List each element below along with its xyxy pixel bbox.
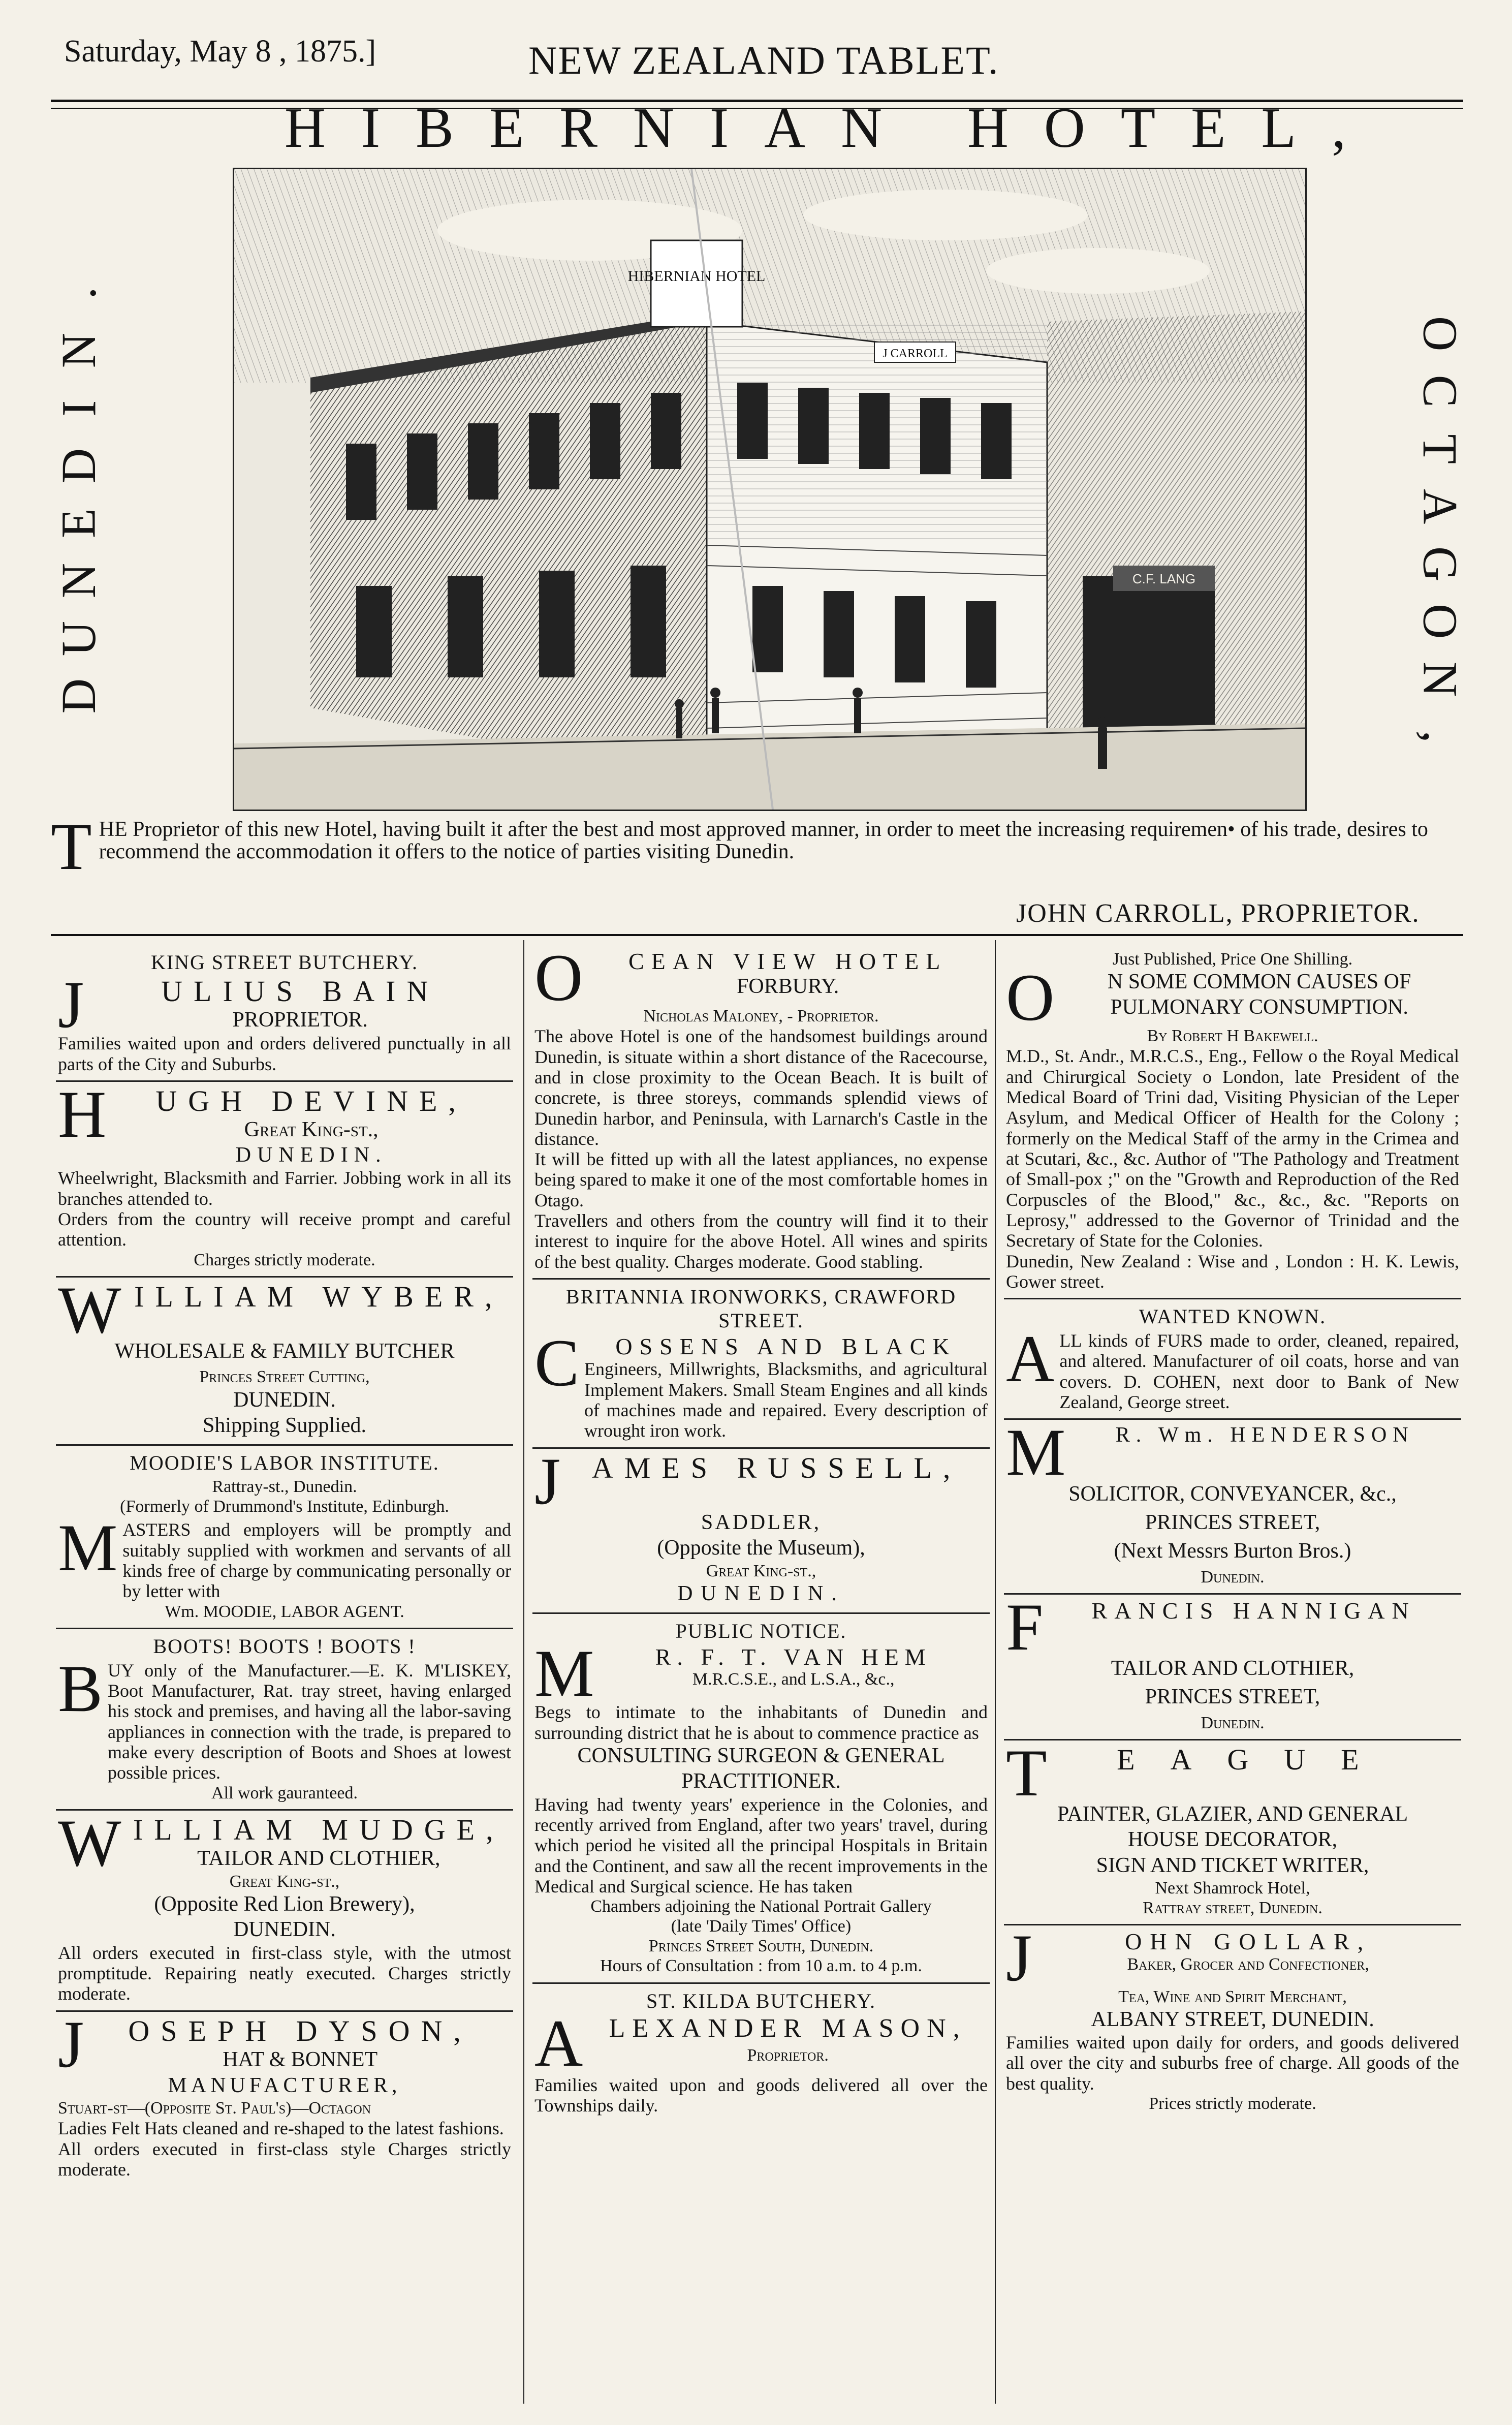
advertiser-name: RANCIS HANNIGAN: [1091, 1597, 1416, 1624]
advertiser-address: Princes Street South, Dunedin.: [648, 1937, 874, 1956]
drop-cap: M: [58, 1510, 118, 1585]
ad-body-block: [58, 1510, 511, 1602]
ad-body: UY only of the Manufacturer.—E. K. M'LISKEY, Boot Manufacturer, Rat. tray street, having enlarged his stock and premises, and having all the labor-saving appliances in connection with the trade, is prepared to make every description of Boots and Shoes at lowest possible prices.: [108, 1660, 511, 1783]
ad-body-3: Travellers and others from the country will find it to their interest to inquire for the above Hotel. All wines and spirits of the best quality. Charges moderate. Good stabling.: [534, 1210, 988, 1272]
ad-body-block: [58, 1651, 511, 1783]
hotel-description-text: HE Proprietor of this new Hotel, having built it after the best and most approved manner, in order to meet the increasing requiremen• of his trade, desires to recommend the accommodation it offers to the notice of parties visiting Dunedin.: [99, 818, 1428, 864]
ad-ocean-view: [532, 940, 990, 1280]
advertiser-address: Great King-st.,: [229, 1872, 340, 1891]
advertiser-name: ILLIAM MUDGE,: [133, 1813, 505, 1846]
ad-name-block: [1006, 1735, 1459, 1810]
side-label-letter: D: [51, 448, 106, 484]
ad-footer: Prices strictly moderate.: [1149, 2094, 1316, 2113]
advertiser-name: AMES RUSSELL,: [591, 1451, 962, 1484]
engraving-sign-side: J CARROLL: [883, 347, 948, 360]
book-author: By Robert H Bakewell.: [1147, 1027, 1318, 1046]
advertiser-address: Rattray street, Dunedin.: [1143, 1899, 1322, 1918]
advertiser-city: DUNEDIN.: [235, 1143, 387, 1167]
advertiser-trade: PAINTER, GLAZIER, AND GENERAL: [1057, 1802, 1408, 1826]
advertiser-trade-2: HOUSE DECORATOR,: [1127, 1828, 1338, 1852]
advertiser-name: OSEPH DYSON,: [128, 2014, 472, 2047]
advertiser-city: Dunedin.: [1201, 1567, 1265, 1587]
advertiser-name: EAGUE: [1117, 1743, 1395, 1776]
advertiser-trade: Baker, Grocer and Confectioner,: [1127, 1954, 1369, 1974]
book-sellers: Dunedin, New Zealand : Wise and , London : H. K. Lewis, Gower street.: [1006, 1251, 1459, 1292]
ad-body-block: [1006, 1321, 1459, 1413]
advertiser-title: PROPRIETOR.: [232, 1008, 368, 1032]
ad-body-2: Orders from the country will receive prompt and careful attention.: [58, 1209, 511, 1250]
ad-body: Wheelwright, Blacksmith and Farrier. Jobbing work in all its branches attended to.: [58, 1168, 511, 1209]
ad-name-block: [58, 1272, 511, 1347]
advertiser-city: DUNEDIN.: [233, 1388, 336, 1412]
ad-body: All orders executed in first-class style, with the utmost promptitude. Repairing neatly executed. Charges strictly moderate.: [58, 1942, 511, 2004]
advertiser-title: CONSULTING SURGEON & GENERAL PRACTITIONER.: [577, 1744, 945, 1793]
hotel-illustration: [234, 169, 1305, 810]
ad-name-block: [534, 1325, 988, 1441]
advertiser-opposite: (Opposite the Museum),: [657, 1536, 865, 1560]
ad-name-block: [58, 967, 511, 1042]
advertiser-name: CEAN VIEW HOTEL: [628, 948, 948, 974]
drop-cap: B: [58, 1651, 103, 1726]
hotel-description: [51, 809, 1463, 884]
advertiser-address: PRINCES STREET,: [1145, 1510, 1320, 1534]
side-label-letter: T: [1413, 433, 1468, 464]
advertiser-city: Dunedin.: [1201, 1713, 1265, 1732]
ad-heading: ST. KILDA BUTCHERY.: [646, 1989, 876, 2012]
side-label-letter: C: [1413, 375, 1468, 408]
ad-name-block: [58, 1076, 511, 1168]
ad-heading: Just Published, Price One Shilling.: [1112, 950, 1353, 969]
ad-body: Engineers, Millwrights, Blacksmiths, and agricultural Implement Makers. Small Steam Engines and all kinds of machines made and repaired. Every description of wrought iron work.: [584, 1359, 988, 1441]
advertiser-address: Great King-st.,: [706, 1561, 816, 1580]
drop-cap: J: [534, 1443, 561, 1518]
advertiser-name: R. Wm. HENDERSON: [1115, 1423, 1414, 1447]
ad-devine: [56, 1076, 513, 1278]
drop-cap: W: [58, 1272, 121, 1347]
advertiser-trade: WHOLESALE & FAMILY BUTCHER: [114, 1340, 455, 1363]
advertiser-former-name: (Formerly of Drummond's Institute, Edinburgh.: [120, 1497, 449, 1516]
side-label-letter: U: [51, 620, 106, 656]
ad-body: The above Hotel is one of the handsomest buildings around Dunedin, is situate within a short distance of the Racecourse, and in close proximity to the Ocean Beach. It is built of concrete, is three storeys, commands splendid views of Dunedin harbor, and Peninsula, with Larnarch's Castle in the distance.: [534, 1026, 988, 1149]
ad-footer: Charges strictly moderate.: [194, 1250, 375, 1269]
column-rule: [995, 940, 996, 2404]
advertiser-opposite: (Opposite Red Lion Brewery),: [154, 1892, 415, 1916]
advertiser-name: ILLIAM WYBER,: [134, 1280, 503, 1313]
side-label-right: [1413, 305, 1468, 765]
advertiser-next: Next Shamrock Hotel,: [1155, 1879, 1310, 1898]
advertiser-name: ULIUS BAIN: [161, 975, 439, 1008]
ad-body: Ladies Felt Hats cleaned and re-shaped to the latest fashions.: [58, 2118, 504, 2139]
side-label-letter: E: [51, 508, 106, 539]
advertiser-trade: SOLICITOR, CONVEYANCER, &c.,: [1068, 1482, 1397, 1506]
ad-name-block: [534, 1443, 988, 1518]
ad-body: Begs to intimate to the inhabitants of Dunedin and surrounding district that he is about to commence practice as: [534, 1702, 988, 1743]
hotel-engraving: [233, 168, 1307, 811]
ad-dyson: [56, 2006, 513, 2186]
advertiser-name: UGH DEVINE,: [155, 1084, 467, 1117]
side-label-letter: D: [51, 678, 106, 714]
ad-name-block: [1006, 960, 1459, 1035]
ad-body: Families waited upon daily for orders, and goods delivered all over the city and suburbs free of charge. All goods of the best quality.: [1006, 2032, 1459, 2094]
drop-cap: J: [58, 967, 84, 1042]
ad-name-block: [1006, 1415, 1459, 1490]
ad-body-2: Having had twenty years' experience in the Colonies, and recently arrived from England, after two years' travel, during which period he visited all the principal Hospitals in Britain and the Continent, and saw all the recent improvements in the Medical and Surgical science. He has taken: [534, 1794, 988, 1897]
ad-name-block: [58, 1805, 511, 1880]
drop-cap: A: [1006, 1321, 1055, 1396]
engraving-shop-sign: C.F. LANG: [1132, 571, 1196, 586]
ad-cossens: [532, 1280, 990, 1449]
advertiser-hours: Hours of Consultation : from 10 a.m. to 4 p.m.: [600, 1956, 922, 1976]
ad-mudge: [56, 1805, 513, 2012]
drop-cap: C: [534, 1325, 580, 1401]
drop-cap: J: [1006, 1920, 1032, 1996]
advertiser-trade-2: MANUFACTURER,: [168, 2073, 401, 2097]
side-label-letter: O: [1413, 316, 1468, 352]
side-label-letter: A: [1413, 488, 1468, 524]
drop-cap: F: [1006, 1589, 1044, 1664]
ad-heading: BOOTS! BOOTS ! BOOTS !: [153, 1634, 416, 1658]
advertiser-trade: SADDLER,: [701, 1510, 822, 1534]
advertiser-rooms: Chambers adjoining the National Portrait Gallery: [590, 1897, 932, 1916]
book-title: N SOME COMMON CAUSES OF PULMONARY CONSUMPTION.: [1107, 970, 1411, 1019]
advertiser-qualifications: M.R.C.S.E., and L.S.A., &c.,: [692, 1670, 895, 1689]
ad-henderson: [1004, 1415, 1461, 1594]
advertiser-address: Stuart-st—(Opposite St. Paul's)—Octagon: [58, 2099, 371, 2118]
ad-wyber: [56, 1272, 513, 1446]
ad-body-2: It will be fitted up with all the latest appliances, no expense being spared to make it one of the most comfortable homes in Otago.: [534, 1149, 988, 1210]
ad-heading: MOODIE'S LABOR INSTITUTE.: [130, 1451, 439, 1475]
side-label-letter: O: [1413, 604, 1468, 639]
drop-cap: O: [534, 940, 583, 1015]
column-rule: [523, 940, 524, 2404]
ad-name-block: [1006, 1589, 1459, 1664]
drop-cap: H: [58, 1076, 107, 1152]
ad-russell: [532, 1443, 990, 1614]
advertiser-proprietor: Nicholas Maloney, - Proprietor.: [643, 1007, 879, 1026]
ad-bakewell: [1004, 945, 1461, 1299]
advertiser-trade: HAT & BONNET: [223, 2047, 378, 2071]
column-middle: [532, 940, 990, 2122]
ad-hannigan: [1004, 1589, 1461, 1740]
advertiser-title: Proprietor.: [747, 2046, 829, 2065]
ad-body: ASTERS and employers will be promptly and suitably supplied with workmen and servants of all kinds free of charge by communicating personally or by letter with: [122, 1519, 511, 1602]
advertiser-address: Rattray-st., Dunedin.: [212, 1477, 357, 1497]
ad-footer: Shipping Supplied.: [202, 1413, 367, 1437]
hotel-name-heading: HIBERNIAN HOTEL,: [285, 97, 1381, 160]
advertiser-name: OSSENS AND BLACK: [615, 1333, 957, 1360]
advertiser-city: DUNEDIN.: [677, 1581, 845, 1605]
ad-body: LL kinds of FURS made to order, cleaned, repaired, and altered. Manufacturer of oil coats, horse and van covers. D. COHEN, next door to Bank of New Zealand, George street.: [1059, 1330, 1459, 1413]
ad-body-2: All orders executed in first-class style Charges strictly moderate.: [58, 2138, 511, 2180]
advertiser-trade-2: Tea, Wine and Spirit Merchant,: [1118, 1987, 1347, 2006]
advertiser-name: OHN GOLLAR,: [1125, 1929, 1372, 1955]
drop-cap: T: [1006, 1735, 1047, 1810]
advertiser-place: FORBURY.: [737, 975, 839, 999]
advertiser-trade: TAILOR AND CLOTHIER,: [1111, 1657, 1354, 1681]
column-right: [1004, 945, 1461, 2120]
side-label-letter: N: [1413, 661, 1468, 697]
ad-body: Families waited upon and goods delivered all over the Townships daily.: [534, 2074, 988, 2116]
ad-name-block: [534, 2005, 988, 2080]
drop-cap: O: [1006, 960, 1055, 1035]
side-label-letter: .: [51, 287, 106, 299]
ad-heading: WANTED KNOWN.: [1139, 1305, 1327, 1328]
drop-cap: M: [1006, 1415, 1066, 1490]
ad-heading: KING STREET BUTCHERY.: [150, 951, 419, 974]
advertiser-late: (late 'Daily Times' Office): [671, 1917, 852, 1936]
issue-date: Saturday, May 8 , 1875.]: [64, 34, 376, 69]
advertiser-name: R. F. T. VAN HEM: [655, 1644, 932, 1670]
side-label-letter: G: [1413, 546, 1468, 582]
side-label-letter: N: [51, 563, 106, 599]
ad-cohen: [1004, 1299, 1461, 1420]
ad-footer: All work gauranteed.: [211, 1783, 358, 1802]
ad-gollar: [1004, 1920, 1461, 2120]
drop-cap: A: [534, 2005, 583, 2080]
ad-mason: [532, 1984, 990, 2122]
ad-name-block: [1006, 1920, 1459, 1996]
ad-heading: BRITANNIA IRONWORKS, CRAWFORD STREET.: [565, 1285, 957, 1332]
ad-van-hem: [532, 1614, 990, 1984]
ad-name-block: [534, 1636, 988, 1711]
newspaper-title: NEW ZEALAND TABLET.: [528, 38, 999, 82]
advertiser-next: (Next Messrs Burton Bros.): [1114, 1539, 1351, 1563]
advertiser-name: LEXANDER MASON,: [609, 2013, 967, 2043]
ad-heading: PUBLIC NOTICE.: [675, 1620, 847, 1643]
proprietor-signature: JOHN CARROLL, PROPRIETOR.: [1016, 899, 1420, 928]
section-rule: [51, 934, 1463, 936]
ad-name-block: [58, 2006, 511, 2081]
ad-name-block: [534, 940, 988, 1015]
ad-body: M.D., St. Andr., M.R.C.S., Eng., Fellow o the Royal Medical and Chirurgical Society o London, late President of the Medical Board of Trini dad, Visiting Physician of the Leper Asylum, and Medical Officer of Health for the Colony ; formerly on the Medical Staff of the army in the Crimea and at Scutari, &c., &c. Author of "The Pathology and Treatment of Small-pox ;" on the "Growth and Reproduction of the Red Corpuscles of the Blood," &c., &c., &c. "Reports on Leprosy," addressed to the Governor of Trinidad and the Secretary of State for the Colonies.: [1006, 1046, 1459, 1251]
drop-cap: M: [534, 1636, 594, 1711]
ad-moodie: [56, 1446, 513, 1629]
ad-footer: Wm. MOODIE, LABOR AGENT.: [165, 1602, 404, 1621]
ad-boots: [56, 1629, 513, 1811]
drop-cap: T: [51, 809, 92, 884]
advertiser-trade: TAILOR AND CLOTHIER,: [197, 1846, 440, 1870]
side-label-left: [51, 264, 106, 725]
drop-cap: J: [58, 2006, 84, 2081]
advertiser-address: PRINCES STREET,: [1145, 1685, 1320, 1709]
side-label-letter: N: [51, 333, 106, 368]
column-left: [56, 945, 513, 2186]
advertiser-address: ALBANY STREET, DUNEDIN.: [1091, 2007, 1374, 2031]
ad-body: Families waited upon and orders delivered punctually in all parts of the City and Suburbs.: [58, 1033, 511, 1074]
ad-teague: [1004, 1735, 1461, 1926]
advertiser-city: DUNEDIN.: [233, 1918, 336, 1942]
advertiser-address: Princes Street Cutting,: [199, 1367, 370, 1387]
engraving-sign: HIBERNIAN HOTEL: [627, 268, 766, 285]
ad-bain: [56, 945, 513, 1082]
advertiser-trade-3: SIGN AND TICKET WRITER,: [1096, 1853, 1369, 1877]
side-label-letter: I: [51, 400, 106, 417]
drop-cap: W: [58, 1805, 121, 1880]
side-label-letter: ,: [1413, 730, 1468, 743]
advertiser-address: Great King-st.,: [244, 1117, 379, 1141]
